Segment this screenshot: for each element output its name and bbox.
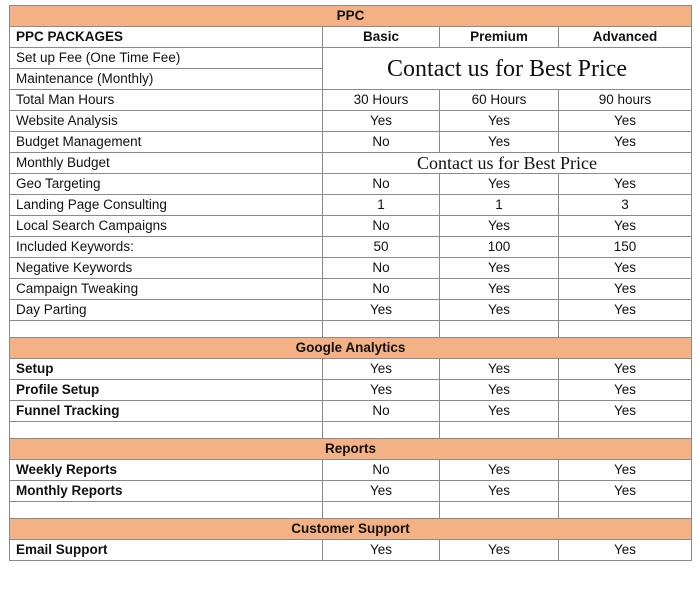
cell-basic: No [323, 460, 440, 481]
table-header-row [10, 27, 692, 48]
cell-basic: No [323, 258, 440, 279]
row-label: Maintenance (Monthly) [10, 69, 323, 90]
cell-basic: No [323, 132, 440, 153]
cell-advanced: 90 hours [559, 90, 692, 111]
cell-premium: 60 Hours [440, 90, 559, 111]
cell-premium: Yes [440, 481, 559, 502]
empty-cell [323, 321, 440, 338]
cell-premium: Yes [440, 174, 559, 195]
cell-basic: 1 [323, 195, 440, 216]
cell-premium: 1 [440, 195, 559, 216]
cell-advanced: 3 [559, 195, 692, 216]
cell-basic: 50 [323, 237, 440, 258]
row-label: Weekly Reports [10, 460, 323, 481]
cell-premium: Yes [440, 258, 559, 279]
row-label: Budget Management [10, 132, 323, 153]
table-row [10, 174, 692, 195]
cell-advanced: Yes [559, 460, 692, 481]
cell-basic: Yes [323, 300, 440, 321]
table-row [10, 481, 692, 502]
cell-premium: Yes [440, 540, 559, 561]
row-label: Funnel Tracking [10, 401, 323, 422]
table-row [10, 300, 692, 321]
cell-advanced: Yes [559, 481, 692, 502]
pricing-table [9, 5, 692, 561]
row-label: Email Support [10, 540, 323, 561]
blank-row [10, 422, 692, 439]
cell-premium: Yes [440, 460, 559, 481]
row-label: Set up Fee (One Time Fee) [10, 48, 323, 69]
table-row [10, 359, 692, 380]
contact-price-banner-small: Contact us for Best Price [323, 153, 692, 174]
blank-row [10, 502, 692, 519]
row-label: Negative Keywords [10, 258, 323, 279]
empty-cell [323, 502, 440, 519]
empty-cell [10, 502, 323, 519]
cell-advanced: Yes [559, 132, 692, 153]
cell-basic: Yes [323, 540, 440, 561]
section-header-analytics [10, 338, 692, 359]
section-header-support [10, 519, 692, 540]
cell-advanced: Yes [559, 300, 692, 321]
table-row [10, 540, 692, 561]
cell-advanced: Yes [559, 401, 692, 422]
cell-basic: No [323, 279, 440, 300]
cell-advanced: Yes [559, 216, 692, 237]
section-title: Customer Support [10, 519, 692, 540]
cell-advanced: Yes [559, 359, 692, 380]
row-label: Website Analysis [10, 111, 323, 132]
row-label: Landing Page Consulting [10, 195, 323, 216]
cell-basic: No [323, 401, 440, 422]
row-label: Included Keywords: [10, 237, 323, 258]
cell-advanced: Yes [559, 174, 692, 195]
contact-price-banner: Contact us for Best Price [323, 48, 692, 90]
cell-basic: Yes [323, 111, 440, 132]
cell-basic: Yes [323, 380, 440, 401]
cell-premium: Yes [440, 111, 559, 132]
empty-cell [559, 321, 692, 338]
row-label: Total Man Hours [10, 90, 323, 111]
table-row [10, 111, 692, 132]
cell-advanced: Yes [559, 258, 692, 279]
cell-basic: 30 Hours [323, 90, 440, 111]
row-label: Geo Targeting [10, 174, 323, 195]
blank-row [10, 321, 692, 338]
section-header-reports [10, 439, 692, 460]
section-header-ppc [10, 6, 692, 27]
cell-premium: Yes [440, 359, 559, 380]
cell-premium: Yes [440, 401, 559, 422]
empty-cell [440, 422, 559, 439]
cell-premium: Yes [440, 300, 559, 321]
empty-cell [323, 422, 440, 439]
cell-advanced: Yes [559, 279, 692, 300]
empty-cell [10, 422, 323, 439]
empty-cell [440, 502, 559, 519]
table-row [10, 258, 692, 279]
row-label: Setup [10, 359, 323, 380]
row-label: Profile Setup [10, 380, 323, 401]
section-title: PPC [10, 6, 692, 27]
table-row [10, 216, 692, 237]
table-row [10, 132, 692, 153]
cell-advanced: Yes [559, 380, 692, 401]
cell-basic: Yes [323, 359, 440, 380]
empty-cell [440, 321, 559, 338]
table-row [10, 153, 692, 174]
cell-premium: Yes [440, 279, 559, 300]
table-row [10, 380, 692, 401]
table-row [10, 195, 692, 216]
row-label: Monthly Reports [10, 481, 323, 502]
row-label: Day Parting [10, 300, 323, 321]
table-row [10, 460, 692, 481]
empty-cell [10, 321, 323, 338]
row-label: Monthly Budget [10, 153, 323, 174]
cell-advanced: 150 [559, 237, 692, 258]
cell-premium: Yes [440, 216, 559, 237]
table-row [10, 237, 692, 258]
table-row [10, 48, 692, 69]
column-header-packages: PPC PACKAGES [10, 27, 323, 48]
table-row [10, 279, 692, 300]
row-label: Local Search Campaigns [10, 216, 323, 237]
empty-cell [559, 502, 692, 519]
cell-advanced: Yes [559, 111, 692, 132]
cell-basic: No [323, 216, 440, 237]
empty-cell [559, 422, 692, 439]
column-header-premium: Premium [440, 27, 559, 48]
cell-premium: 100 [440, 237, 559, 258]
cell-basic: No [323, 174, 440, 195]
section-title: Reports [10, 439, 692, 460]
cell-advanced: Yes [559, 540, 692, 561]
cell-premium: Yes [440, 132, 559, 153]
table-row [10, 90, 692, 111]
cell-basic: Yes [323, 481, 440, 502]
column-header-advanced: Advanced [559, 27, 692, 48]
column-header-basic: Basic [323, 27, 440, 48]
row-label: Campaign Tweaking [10, 279, 323, 300]
cell-premium: Yes [440, 380, 559, 401]
table-row [10, 401, 692, 422]
section-title: Google Analytics [10, 338, 692, 359]
